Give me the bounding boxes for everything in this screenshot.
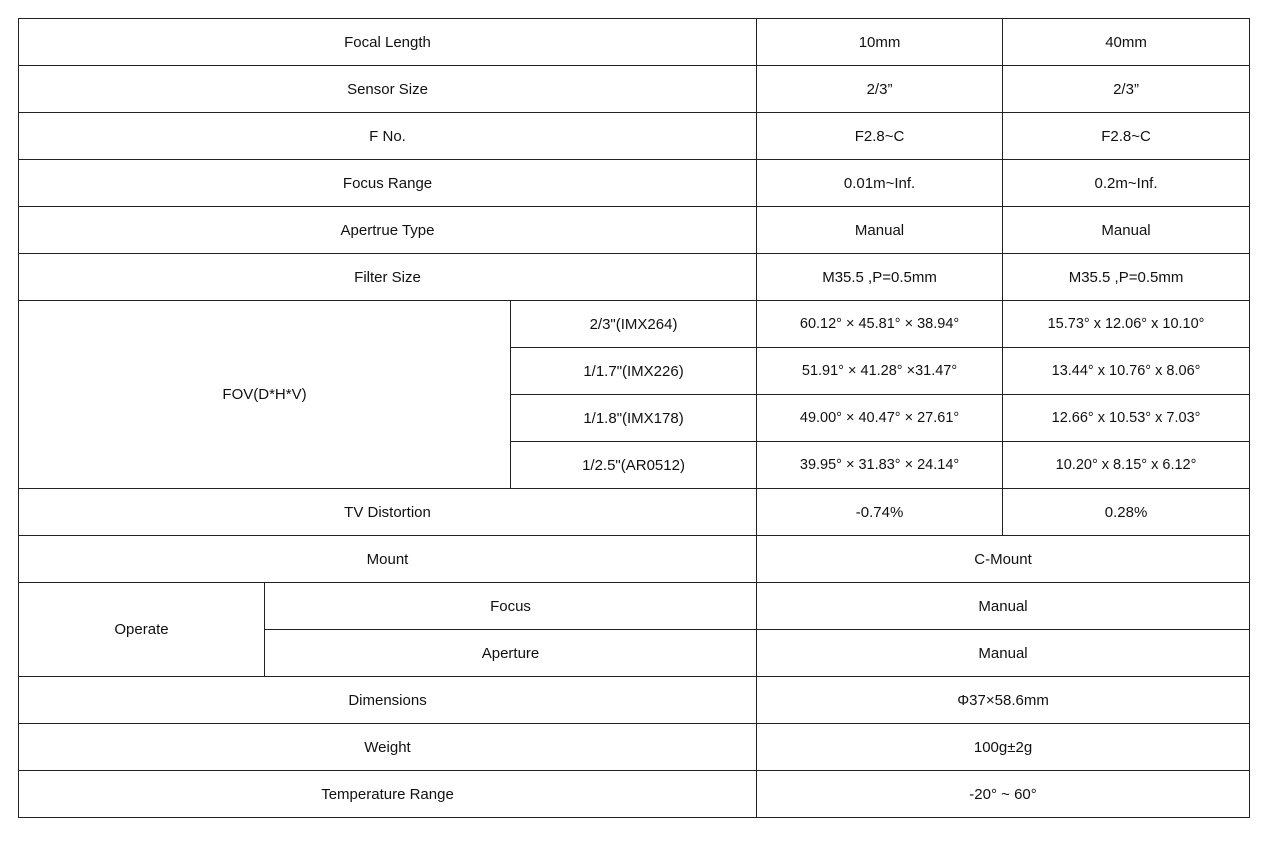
focus-range-label: Focus Range [19,160,757,207]
fov-value-4-2: 10.20° x 8.15° x 6.12° [1003,442,1250,489]
row-dimensions [19,677,1250,724]
row-f-no [19,113,1250,160]
spec-table [18,18,1250,818]
f-no-label: F No. [19,113,757,160]
sensor-size-label: Sensor Size [19,66,757,113]
tv-distortion-value-1: -0.74% [757,489,1003,536]
row-focus-range [19,160,1250,207]
operate-focus-value: Manual [757,583,1250,630]
row-operate-focus [19,583,1250,630]
operate-focus-label: Focus [265,583,757,630]
f-no-value-2: F2.8~C [1003,113,1250,160]
row-fov-1 [19,301,1250,348]
operate-label: Operate [19,583,265,677]
row-weight [19,724,1250,771]
row-focal-length [19,19,1250,66]
fov-sensor-3: 1/1.8"(IMX178) [511,395,757,442]
weight-value: 100g±2g [757,724,1250,771]
aperture-type-value-2: Manual [1003,207,1250,254]
fov-label: FOV(D*H*V) [19,301,511,489]
fov-value-3-2: 12.66° x 10.53° x 7.03° [1003,395,1250,442]
aperture-type-value-1: Manual [757,207,1003,254]
dimensions-value: Φ37×58.6mm [757,677,1250,724]
focal-length-label: Focal Length [19,19,757,66]
sensor-size-value-1: 2/3” [757,66,1003,113]
operate-aperture-value: Manual [757,630,1250,677]
row-mount [19,536,1250,583]
focus-range-value-2: 0.2m~Inf. [1003,160,1250,207]
mount-label: Mount [19,536,757,583]
focal-length-value-1: 10mm [757,19,1003,66]
weight-label: Weight [19,724,757,771]
fov-value-2-1: 51.91° × 41.28° ×31.47° [757,348,1003,395]
fov-sensor-4: 1/2.5"(AR0512) [511,442,757,489]
fov-value-1-2: 15.73° x 12.06° x 10.10° [1003,301,1250,348]
focal-length-value-2: 40mm [1003,19,1250,66]
f-no-value-1: F2.8~C [757,113,1003,160]
mount-value: C-Mount [757,536,1250,583]
fov-value-3-1: 49.00° × 40.47° × 27.61° [757,395,1003,442]
fov-value-4-1: 39.95° × 31.83° × 24.14° [757,442,1003,489]
row-aperture-type [19,207,1250,254]
aperture-type-label: Apertrue Type [19,207,757,254]
focus-range-value-1: 0.01m~Inf. [757,160,1003,207]
fov-value-2-2: 13.44° x 10.76° x 8.06° [1003,348,1250,395]
row-sensor-size [19,66,1250,113]
temperature-range-value: -20° ~ 60° [757,771,1250,818]
filter-size-value-2: M35.5 ,P=0.5mm [1003,254,1250,301]
fov-sensor-2: 1/1.7"(IMX226) [511,348,757,395]
temperature-range-label: Temperature Range [19,771,757,818]
row-filter-size [19,254,1250,301]
fov-sensor-1: 2/3"(IMX264) [511,301,757,348]
tv-distortion-value-2: 0.28% [1003,489,1250,536]
row-tv-distortion [19,489,1250,536]
dimensions-label: Dimensions [19,677,757,724]
fov-value-1-1: 60.12° × 45.81° × 38.94° [757,301,1003,348]
filter-size-label: Filter Size [19,254,757,301]
row-temperature-range [19,771,1250,818]
filter-size-value-1: M35.5 ,P=0.5mm [757,254,1003,301]
sensor-size-value-2: 2/3” [1003,66,1250,113]
tv-distortion-label: TV Distortion [19,489,757,536]
operate-aperture-label: Aperture [265,630,757,677]
